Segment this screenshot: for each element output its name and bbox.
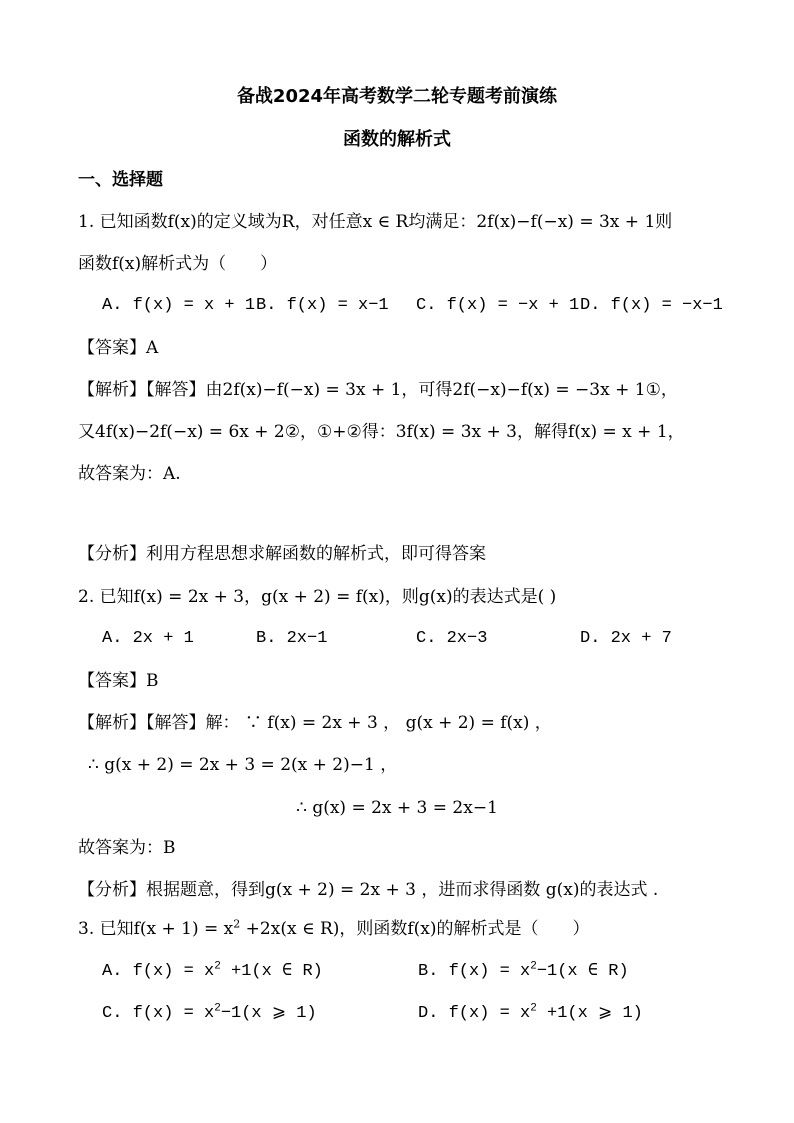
q3-option-a-exponent: 2 xyxy=(214,960,221,973)
q3-option-a-post: +1(x ∈ R) xyxy=(220,962,323,981)
q3-option-d-pre: D. f(x) = x xyxy=(418,1004,531,1023)
q2-analysis-line4: 故答案为：B xyxy=(78,838,176,858)
q1-stem-line1: 1. 已知函数f(x)的定义域为R，对任意x ∈ R均满足：2f(x)−f(−x) = 3x + 1则 xyxy=(78,212,673,232)
q3-stem-pre: 3. 已知f(x + 1) = x xyxy=(78,919,234,939)
q3-option-b-exponent: 2 xyxy=(530,960,537,973)
q3-option-c-exponent: 2 xyxy=(214,1002,221,1015)
q2-option-a: A. 2x + 1 xyxy=(102,629,194,648)
section-heading: 一、选择题 xyxy=(78,170,163,190)
q3-option-b-pre: B. f(x) = x xyxy=(418,962,531,981)
q1-option-d: D. f(x) = −x−1 xyxy=(580,296,723,315)
q3-stem-post: +2x(x ∈ R)，则函数f(x)的解析式是（ ） xyxy=(240,919,590,939)
q3-option-d xyxy=(418,1003,643,1025)
q1-analysis-line1: 【解析】【解答】由2f(x)−f(−x) = 3x + 1，可得2f(−x)−f(x) = −3x + 1①， xyxy=(78,380,678,400)
q1-analysis-line2: 又4f(x)−2f(−x) = 6x + 2②，①+②得：3f(x) = 3x + 3，解得f(x) = x + 1， xyxy=(78,422,685,442)
q2-option-d: D. 2x + 7 xyxy=(580,629,672,648)
q1-answer: 【答案】A xyxy=(78,338,159,358)
q3-option-b xyxy=(418,961,629,983)
q1-note: 【分析】利用方程思想求解函数的解析式，即可得答案 xyxy=(78,544,486,564)
q1-stem-line2: 函数f(x)解析式为（ ） xyxy=(78,254,278,274)
q3-option-a xyxy=(102,961,323,983)
q1-option-b: B. f(x) = x−1 xyxy=(256,296,389,315)
q2-stem: 2. 已知f(x) = 2x + 3，g(x + 2) = f(x)，则g(x)的表达式是( ) xyxy=(78,587,557,607)
q3-option-c-post: −1(x ⩾ 1) xyxy=(220,1004,317,1023)
q2-analysis-line3: ∴ g(x) = 2x + 3 = 2x−1 xyxy=(296,798,498,818)
q2-option-b: B. 2x−1 xyxy=(256,629,328,648)
page-title: 备战2024年高考数学二轮专题考前演练 xyxy=(236,86,558,107)
q3-option-d-post: +1(x ⩾ 1) xyxy=(536,1004,643,1023)
q3-stem-exponent: 2 xyxy=(233,917,241,931)
q3-option-c-pre: C. f(x) = x xyxy=(102,1004,215,1023)
q2-analysis-line2: ∴ g(x + 2) = 2x + 3 = 2(x + 2)−1 ， xyxy=(88,755,398,775)
q1-analysis-line3: 故答案为：A. xyxy=(78,464,181,484)
page-subtitle: 函数的解析式 xyxy=(343,129,451,150)
q2-answer: 【答案】B xyxy=(78,671,159,691)
q3-option-b-post: −1(x ∈ R) xyxy=(536,962,629,981)
q2-analysis-line1: 【解析】【解答】解： ∵ f(x) = 2x + 3 ， g(x + 2) = f(x) ， xyxy=(78,713,552,733)
q2-option-c: C. 2x−3 xyxy=(416,629,488,648)
q1-option-c: C. f(x) = −x + 1 xyxy=(416,296,580,315)
q3-option-a-pre: A. f(x) = x xyxy=(102,962,215,981)
q3-option-c xyxy=(102,1003,317,1025)
q3-option-d-exponent: 2 xyxy=(530,1002,537,1015)
q2-note: 【分析】根据题意，得到g(x + 2) = 2x + 3 ，进而求得函数 g(x)的表达式 . xyxy=(78,880,659,900)
q3-stem xyxy=(78,918,590,940)
q1-option-a: A. f(x) = x + 1 xyxy=(102,296,256,315)
